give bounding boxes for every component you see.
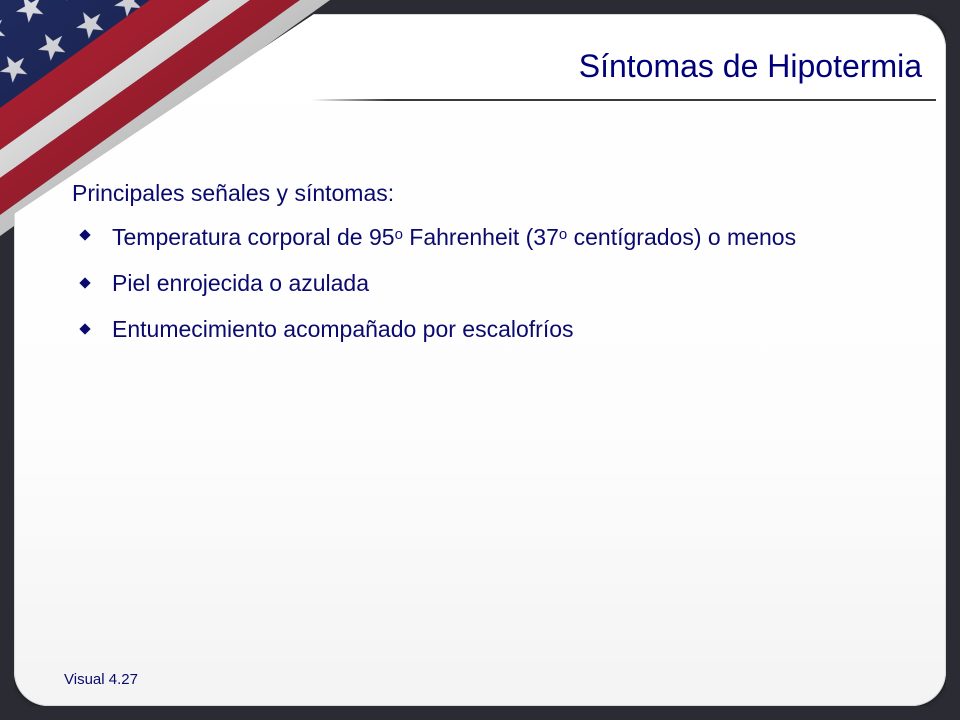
slide-body xyxy=(72,178,832,360)
bullet-item xyxy=(72,268,832,298)
bullet-text: centígrados) o menos xyxy=(567,224,797,250)
diamond-bullet-icon xyxy=(79,323,90,334)
bullet-text: Temperatura corporal de 95 xyxy=(112,224,395,250)
bullet-item xyxy=(72,220,832,252)
lead-text: Principales señales y síntomas: xyxy=(72,180,395,206)
degree-superscript: o xyxy=(558,226,568,243)
bullet-text: Fahrenheit (37 xyxy=(402,224,559,250)
bullet-item xyxy=(72,314,832,344)
bullet-list xyxy=(72,220,832,344)
bullet-text: Piel enrojecida o azulada xyxy=(112,270,370,296)
slide-footer: Visual 4.27 xyxy=(64,671,138,688)
diamond-bullet-icon xyxy=(79,277,90,288)
slide-title: Síntomas de Hipotermia xyxy=(578,48,922,84)
diamond-bullet-icon xyxy=(79,229,90,240)
degree-superscript: o xyxy=(394,226,403,243)
title-divider xyxy=(312,99,936,101)
bullet-text: Entumecimiento acompañado por escalofríos xyxy=(112,316,574,342)
